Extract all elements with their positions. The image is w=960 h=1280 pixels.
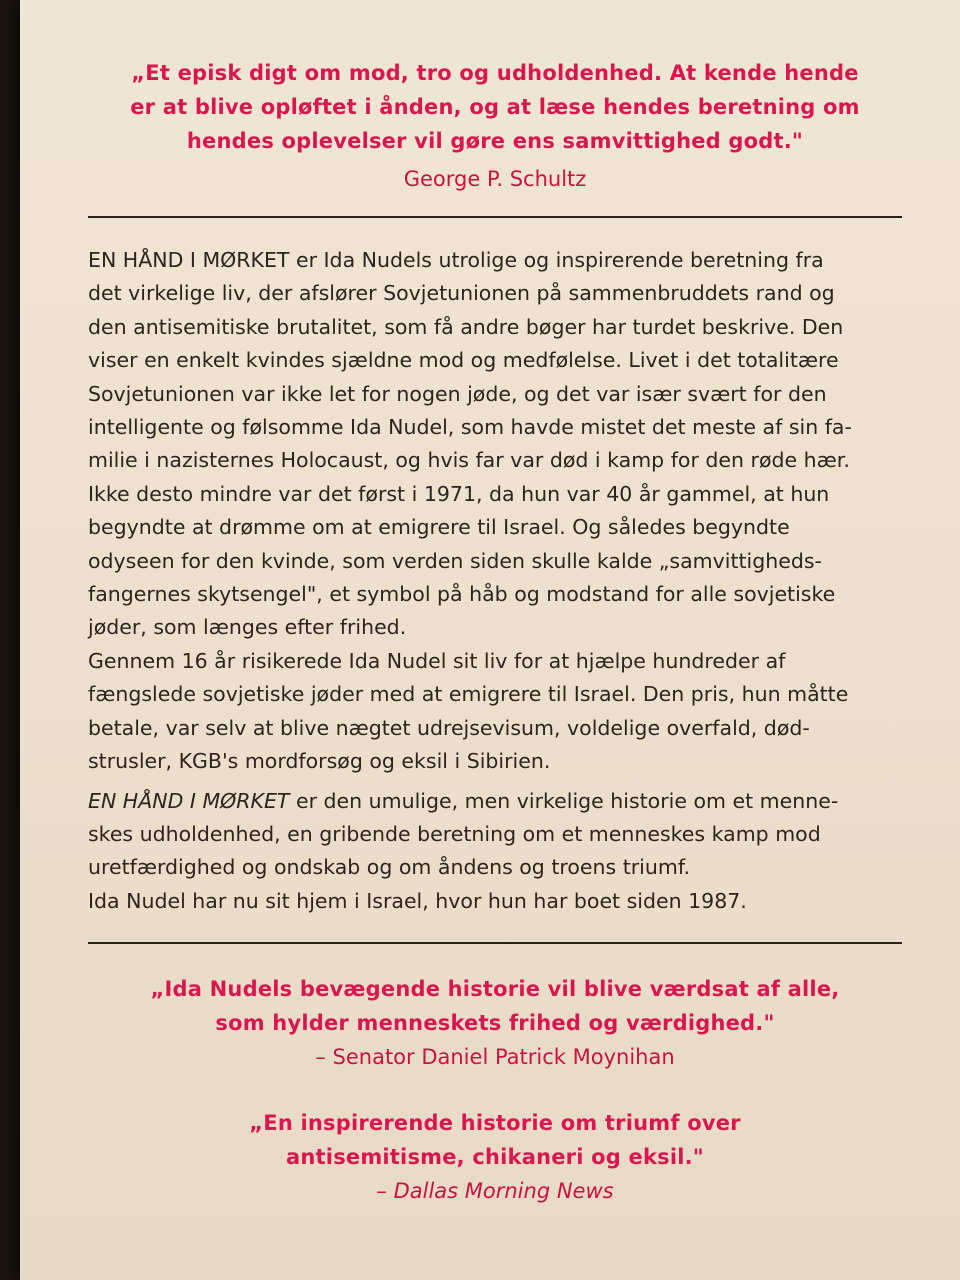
quote-attribution: – Senator Daniel Patrick Moynihan xyxy=(315,1045,675,1070)
paragraph-line: odyseen for den kvinde, som verden siden skulle kalde „samvittigheds- xyxy=(88,548,822,573)
book-title-inline: EN HÅND I MØRKET xyxy=(88,248,290,272)
paragraph-2 xyxy=(88,645,902,779)
paragraph-line xyxy=(88,244,902,277)
paragraph-line-text: er Ida Nudels utrolige og inspirerende beretning fra xyxy=(289,248,824,272)
paragraph-line: Gennem 16 år risikerede Ida Nudel sit liv for at hjælpe hundreder af xyxy=(88,648,786,673)
quote-attribution: – Dallas Morning News xyxy=(376,1179,614,1204)
paragraph-line: strusler, KGB's mordforsøg og eksil i Sibirien. xyxy=(88,749,551,774)
paragraph-line-text: er den umulige, men virkelige historie om et menne- xyxy=(289,788,839,813)
paragraph-3 xyxy=(88,785,902,885)
quote-line: som hylder menneskets frihed og værdighed." xyxy=(215,1011,775,1036)
top-quote-line: er at blive opløftet i ånden, og at læse hendes beretning om xyxy=(130,95,860,119)
paragraph-line xyxy=(88,785,902,818)
paragraph-line: betale, var selv at blive nægtet udrejsevisum, voldelige overfald, død- xyxy=(88,715,810,740)
paragraph-line: skes udholdenhed, en gribende beretning om et menneskes kamp mod xyxy=(88,821,821,846)
quote-line: „Ida Nudels bevægende historie vil blive værdsat af alle, xyxy=(150,977,840,1002)
paragraph-line: Ida Nudel har nu sit hjem i Israel, hvor hun har boet siden 1987. xyxy=(88,888,747,913)
book-back-cover xyxy=(20,0,960,1280)
paragraph-line: Sovjetunionen var ikke let for nogen jøde, og det var især svært for den xyxy=(88,381,827,406)
divider-bottom xyxy=(88,942,902,944)
top-quote xyxy=(88,0,902,194)
paragraph-line: Ikke desto mindre var det først i 1971, da hun var 40 år gammel, at hun xyxy=(88,481,830,506)
paragraph-4 xyxy=(88,885,902,918)
divider-top xyxy=(88,216,902,218)
cover-content xyxy=(88,0,902,1206)
quote-line: „En inspirerende historie om triumf over xyxy=(249,1111,741,1136)
paragraph-line: viser en enkelt kvindes sjældne mod og medfølelse. Livet i det totalitære xyxy=(88,348,839,373)
quote-moynihan xyxy=(88,972,902,1072)
paragraph-line: det virkelige liv, der afslører Sovjetunionen på sammenbruddets rand og xyxy=(88,281,835,306)
book-title-inline: EN HÅND I MØRKET xyxy=(88,788,290,813)
quote-dallas xyxy=(88,1106,902,1206)
paragraph-line: fængslede sovjetiske jøder med at emigrere til Israel. Den pris, hun måtte xyxy=(88,682,849,707)
paragraph-line: den antisemitiske brutalitet, som få andre bøger har turdet beskrive. Den xyxy=(88,314,844,339)
paragraph-1 xyxy=(88,244,902,645)
paragraph-line: jøder, som længes efter frihed. xyxy=(88,615,407,640)
paragraph-line: begyndte at drømme om at emigrere til Israel. Og således begyndte xyxy=(88,515,790,540)
paragraph-line: uretfærdighed og ondskab og om åndens og troens triumf. xyxy=(88,855,691,880)
top-quote-line: hendes oplevelser vil gøre ens samvittighed godt." xyxy=(186,129,804,153)
paragraph-line: fangernes skytsengel", et symbol på håb og modstand for alle sovjetiske xyxy=(88,582,836,607)
book-description xyxy=(88,244,902,918)
top-quote-line: „Et episk digt om mod, tro og udholdenhed. At kende hende xyxy=(131,61,859,85)
quote-line: antisemitisme, chikaneri og eksil." xyxy=(286,1145,704,1170)
paragraph-line: intelligente og følsomme Ida Nudel, som havde mistet det meste af sin fa- xyxy=(88,415,852,440)
top-quote-attribution: George P. Schultz xyxy=(403,167,587,191)
paragraph-line: milie i nazisternes Holocaust, og hvis far var død i kamp for den røde hær. xyxy=(88,448,850,473)
